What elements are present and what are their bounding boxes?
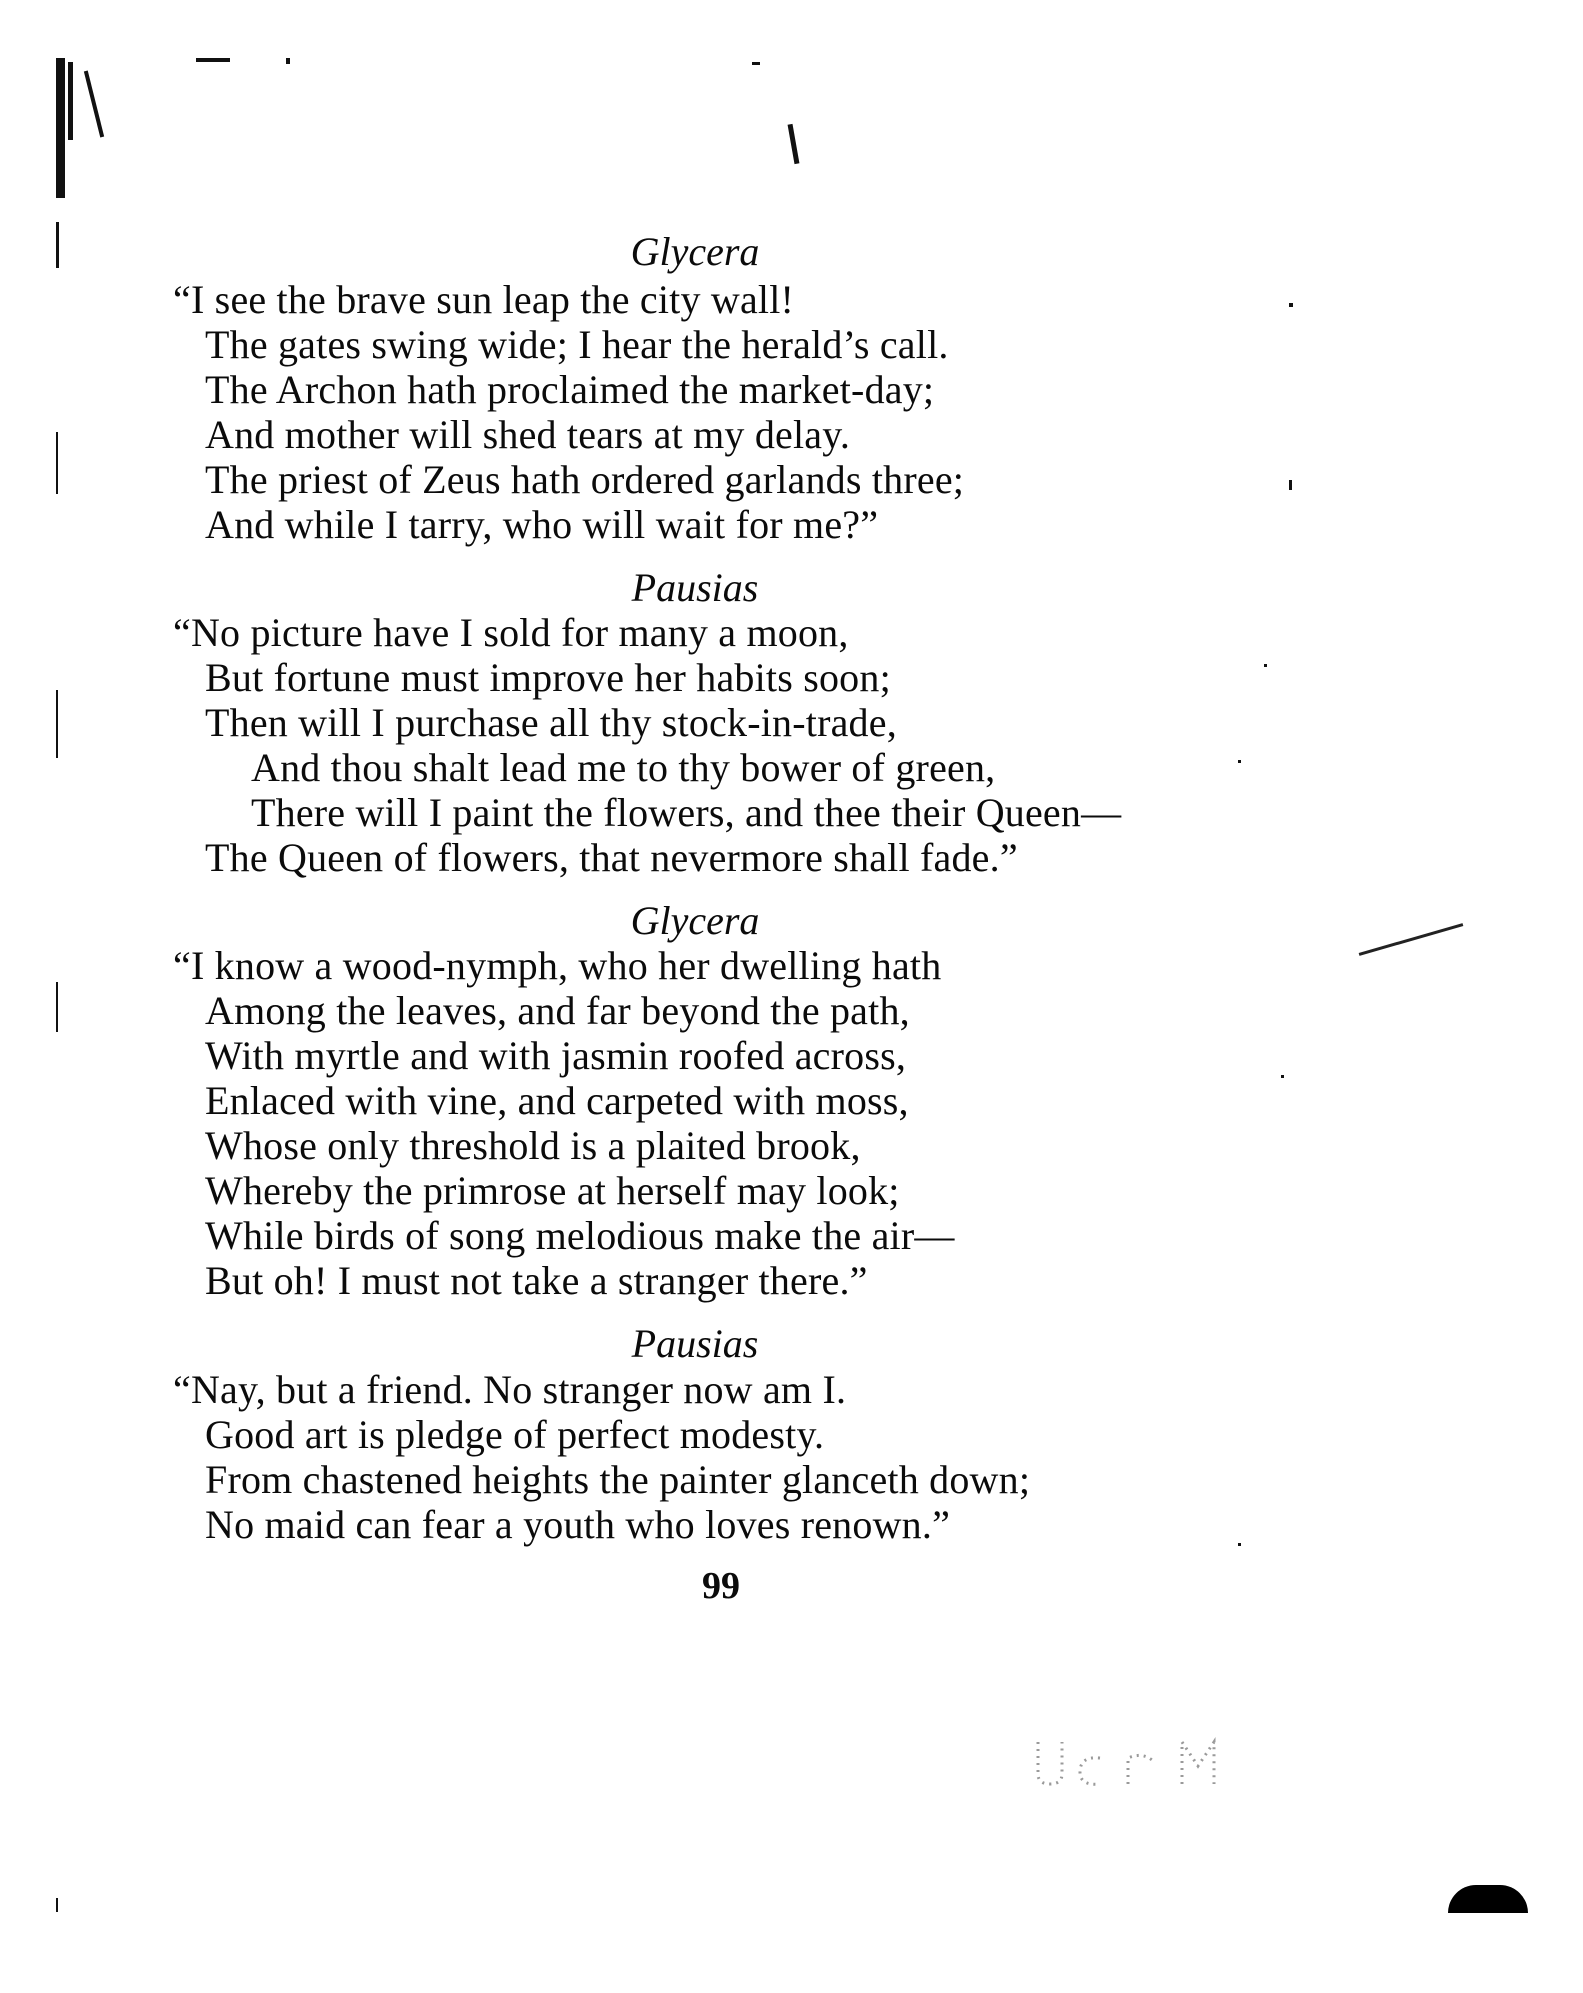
verse-line: “No picture have I sold for many a moon,: [173, 610, 849, 655]
scan-mark-right-5: [1281, 1075, 1284, 1078]
scan-mark-right-2: [1289, 480, 1292, 490]
verse-line: “Nay, but a friend. No stranger now am I.: [173, 1367, 847, 1412]
scan-mark-left-1: [56, 58, 65, 198]
verse-line: The priest of Zeus hath ordered garlands three;: [205, 457, 965, 502]
page-number: 99: [702, 1565, 740, 1607]
scan-mark-right-6: [1238, 1543, 1241, 1546]
scan-mark-top-3: [752, 62, 760, 65]
verse-line: Then will I purchase all thy stock-in-trade,: [205, 700, 897, 745]
dotted-stamp: [1032, 1734, 1232, 1790]
verse-line: And mother will shed tears at my delay.: [205, 412, 851, 457]
verse-line: “I know a wood-nymph, who her dwelling hath: [173, 943, 942, 988]
scan-mark-right-1: [1289, 303, 1293, 307]
scan-mark-left-5: [56, 432, 58, 494]
scan-mark-bottom-left: [56, 1898, 58, 1912]
scan-mark-top-2: [286, 58, 290, 64]
verse-line: The Queen of flowers, that nevermore shall fade.”: [205, 835, 1018, 880]
verse-line: No maid can fear a youth who loves renown.”: [205, 1502, 951, 1547]
verse-line: The gates swing wide; I hear the herald’s call.: [205, 322, 949, 367]
scan-mark-top-4: [788, 124, 800, 164]
scan-mark-left-2: [68, 62, 73, 140]
speaker-heading: Pausias: [631, 565, 759, 610]
verse-line: But oh! I must not take a stranger there.”: [205, 1258, 868, 1303]
scan-mark-right-3: [1264, 664, 1267, 667]
speaker-heading: Glycera: [630, 898, 760, 943]
verse-line: Whose only threshold is a plaited brook,: [205, 1123, 861, 1168]
verse-line: Enlaced with vine, and carpeted with moss,: [205, 1078, 909, 1123]
speaker-heading: Pausias: [631, 1321, 759, 1366]
speaker-heading: Glycera: [630, 229, 760, 274]
verse-line: With myrtle and with jasmin roofed across,: [205, 1033, 907, 1078]
scan-mark-right-4: [1238, 760, 1241, 763]
verse-line: But fortune must improve her habits soon;: [205, 655, 891, 700]
verse-line: “I see the brave sun leap the city wall!: [173, 277, 795, 322]
verse-line: There will I paint the flowers, and thee their Queen—: [251, 790, 1122, 835]
scan-mark-left-7: [56, 982, 58, 1032]
scan-mark-top-1: [196, 58, 230, 62]
verse-line: Among the leaves, and far beyond the path,: [205, 988, 910, 1033]
verse-line: And while I tarry, who will wait for me?”: [205, 502, 879, 547]
ink-blot: [1448, 1885, 1528, 1913]
verse-line: Whereby the primrose at herself may look;: [205, 1168, 900, 1213]
scan-mark-left-3: [84, 71, 104, 138]
scan-mark-left-6: [56, 690, 58, 758]
verse-line: The Archon hath proclaimed the market-day;: [205, 367, 935, 412]
verse-line: From chastened heights the painter glanceth down;: [205, 1457, 1031, 1502]
verse-line: While birds of song melodious make the air—: [205, 1213, 955, 1258]
verse-line: Good art is pledge of perfect modesty.: [205, 1412, 825, 1457]
verse-line: And thou shalt lead me to thy bower of green,: [251, 745, 996, 790]
